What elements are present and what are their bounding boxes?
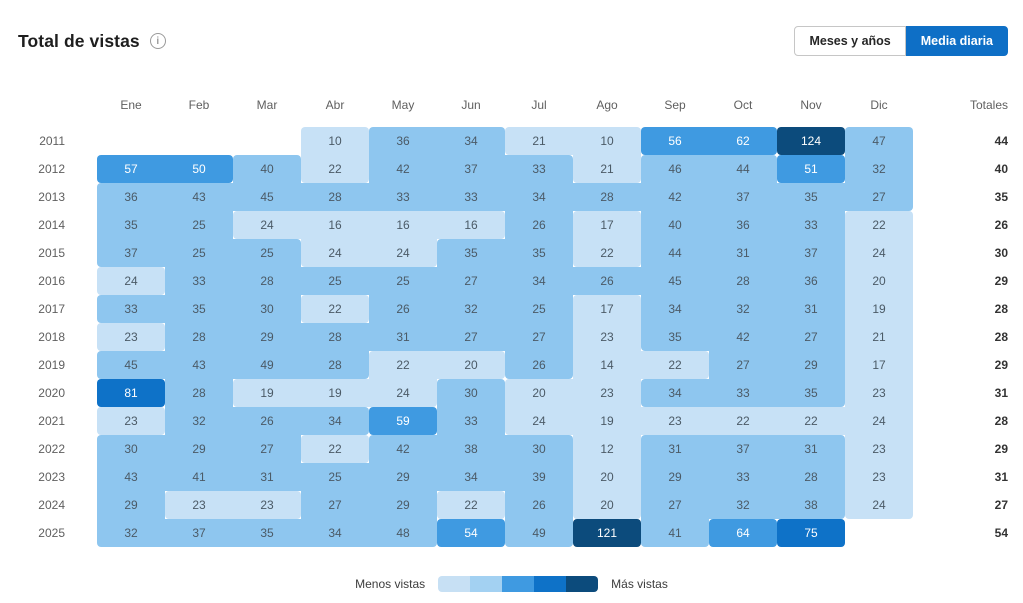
heatmap-cell[interactable]: 42 (641, 183, 709, 211)
heatmap-cell[interactable]: 45 (641, 267, 709, 295)
heatmap-cell[interactable]: 81 (97, 379, 165, 407)
legend-min-label: Menos vistas (355, 577, 426, 591)
toggle-meses-y-anos[interactable]: Meses y años (794, 26, 905, 56)
view-toggle (794, 26, 1008, 56)
heatmap-cell[interactable]: 27 (777, 323, 845, 351)
month-header-label: Nov (800, 98, 822, 112)
heatmap-cell[interactable]: 25 (301, 463, 369, 491)
heatmap-row (15, 295, 1008, 323)
heatmap-cell[interactable]: 37 (97, 239, 165, 267)
heatmap-cell[interactable]: 21 (505, 127, 573, 155)
heatmap-cell[interactable]: 22 (641, 351, 709, 379)
info-icon[interactable]: i (150, 33, 166, 49)
heatmap-cell[interactable]: 32 (845, 155, 913, 183)
heatmap-cell[interactable]: 29 (641, 463, 709, 491)
heatmap-cell[interactable]: 33 (437, 407, 505, 435)
heatmap-cell[interactable]: 62 (709, 127, 777, 155)
heatmap-cell[interactable]: 44 (641, 239, 709, 267)
row-total: 44 (994, 134, 1008, 148)
heatmap-cell[interactable]: 44 (709, 155, 777, 183)
heatmap-cell[interactable]: 33 (97, 295, 165, 323)
row-total: 31 (994, 386, 1008, 400)
heatmap-cell[interactable]: 22 (369, 351, 437, 379)
heatmap-cell[interactable]: 34 (505, 267, 573, 295)
heatmap-cell[interactable]: 36 (97, 183, 165, 211)
heatmap-cell[interactable]: 23 (97, 407, 165, 435)
heatmap-cell[interactable]: 45 (97, 351, 165, 379)
heatmap-cell[interactable]: 37 (165, 519, 233, 547)
heatmap-cell[interactable]: 49 (233, 351, 301, 379)
row-total: 27 (994, 498, 1008, 512)
heatmap-cell[interactable]: 27 (437, 323, 505, 351)
heatmap-row (15, 379, 1008, 407)
row-total: 35 (994, 190, 1008, 204)
heatmap-cell[interactable]: 20 (573, 491, 641, 519)
heatmap-cell[interactable]: 28 (709, 267, 777, 295)
heatmap-cell[interactable]: 22 (777, 407, 845, 435)
heatmap-cell[interactable]: 20 (845, 267, 913, 295)
heatmap-cell[interactable]: 10 (301, 127, 369, 155)
heatmap-cell[interactable]: 25 (233, 239, 301, 267)
heatmap-cell[interactable]: 37 (709, 183, 777, 211)
heatmap-cell[interactable]: 25 (369, 267, 437, 295)
month-header-label: Mar (256, 98, 278, 112)
heatmap-cell[interactable]: 16 (369, 211, 437, 239)
heatmap-row (15, 267, 1008, 295)
heatmap-cell[interactable]: 50 (165, 155, 233, 183)
heatmap-cell[interactable]: 22 (301, 155, 369, 183)
heatmap-cell[interactable]: 43 (165, 183, 233, 211)
heatmap-cell[interactable]: 34 (301, 519, 369, 547)
heatmap-cell[interactable]: 25 (301, 267, 369, 295)
heatmap-cell[interactable]: 36 (369, 127, 437, 155)
heatmap-cell[interactable]: 26 (505, 211, 573, 239)
heatmap-cell[interactable]: 37 (709, 435, 777, 463)
heatmap-cell[interactable]: 41 (165, 463, 233, 491)
row-total: 31 (994, 470, 1008, 484)
heatmap-cell[interactable]: 32 (709, 491, 777, 519)
heatmap-cell[interactable]: 27 (845, 183, 913, 211)
heatmap-cell[interactable]: 23 (641, 407, 709, 435)
heatmap-cell[interactable]: 59 (369, 407, 437, 435)
year-label: 2018 (38, 330, 65, 344)
heatmap-cell[interactable]: 23 (573, 323, 641, 351)
heatmap-cell[interactable]: 22 (709, 407, 777, 435)
heatmap-cell[interactable]: 42 (709, 323, 777, 351)
totals-header: Totales (969, 98, 1008, 112)
heatmap-cell[interactable]: 24 (505, 407, 573, 435)
heatmap-cell[interactable]: 10 (573, 127, 641, 155)
heatmap-cell[interactable]: 24 (845, 239, 913, 267)
heatmap-cell[interactable]: 29 (97, 491, 165, 519)
heatmap-cell[interactable]: 35 (165, 295, 233, 323)
heatmap-cell[interactable]: 32 (437, 295, 505, 323)
heatmap-cell[interactable]: 34 (505, 183, 573, 211)
heatmap-cell-empty (165, 127, 233, 155)
heatmap-cell[interactable]: 39 (505, 463, 573, 491)
heatmap-cell[interactable]: 26 (505, 491, 573, 519)
heatmap-cell[interactable]: 23 (845, 379, 913, 407)
heatmap-cell[interactable]: 32 (165, 407, 233, 435)
heatmap-row (15, 127, 1008, 155)
legend-swatch (470, 576, 502, 592)
heatmap-cell[interactable]: 33 (709, 463, 777, 491)
year-label: 2014 (38, 218, 65, 232)
heatmap-cell[interactable]: 35 (777, 183, 845, 211)
heatmap-cell[interactable]: 34 (641, 295, 709, 323)
heatmap-cell[interactable]: 47 (845, 127, 913, 155)
heatmap-cell[interactable]: 24 (369, 379, 437, 407)
year-label: 2025 (38, 526, 65, 540)
legend-swatches (438, 576, 598, 592)
heatmap-cell[interactable]: 32 (97, 519, 165, 547)
title-wrap (18, 31, 166, 52)
toggle-media-diaria[interactable]: Media diaria (906, 26, 1008, 56)
heatmap-cell[interactable]: 26 (233, 407, 301, 435)
row-total: 29 (994, 274, 1008, 288)
heatmap-cell[interactable]: 27 (233, 435, 301, 463)
row-total: 29 (994, 442, 1008, 456)
heatmap-cell[interactable]: 40 (641, 211, 709, 239)
legend-swatch (566, 576, 598, 592)
month-header-label: Oct (733, 98, 753, 112)
heatmap-cell[interactable]: 33 (709, 379, 777, 407)
heatmap-cell[interactable]: 24 (301, 239, 369, 267)
heatmap-cell[interactable]: 26 (573, 267, 641, 295)
heatmap-cell[interactable]: 43 (165, 351, 233, 379)
year-label: 2017 (38, 302, 65, 316)
heatmap-row (15, 351, 1008, 379)
heatmap-cell[interactable]: 121 (573, 519, 641, 547)
heatmap-cell[interactable]: 29 (233, 323, 301, 351)
heatmap-cell[interactable]: 16 (437, 211, 505, 239)
year-label: 2020 (38, 386, 65, 400)
heatmap-cell[interactable]: 28 (777, 463, 845, 491)
heatmap-cell[interactable]: 40 (233, 155, 301, 183)
year-label: 2016 (38, 274, 65, 288)
heatmap-cell[interactable]: 34 (641, 379, 709, 407)
row-total: 30 (994, 246, 1008, 260)
heatmap-cell[interactable]: 12 (573, 435, 641, 463)
heatmap-row (15, 323, 1008, 351)
heatmap-cell[interactable]: 17 (573, 211, 641, 239)
heatmap-cell[interactable]: 24 (233, 211, 301, 239)
heatmap-cell[interactable]: 27 (641, 491, 709, 519)
row-total: 28 (994, 302, 1008, 316)
heatmap-cell[interactable]: 34 (437, 463, 505, 491)
heatmap-cell[interactable]: 28 (165, 323, 233, 351)
heatmap-cell[interactable]: 21 (845, 323, 913, 351)
row-total: 28 (994, 414, 1008, 428)
row-total: 28 (994, 330, 1008, 344)
heatmap-cell[interactable]: 19 (845, 295, 913, 323)
heatmap-row (15, 155, 1008, 183)
heatmap-cell[interactable]: 22 (437, 491, 505, 519)
heatmap-cell[interactable]: 20 (505, 379, 573, 407)
heatmap-cell[interactable]: 23 (845, 463, 913, 491)
heatmap-cell[interactable]: 26 (505, 351, 573, 379)
heatmap-cell[interactable]: 31 (233, 463, 301, 491)
heatmap-cell[interactable]: 45 (233, 183, 301, 211)
heatmap-cell[interactable]: 42 (369, 155, 437, 183)
heatmap-cell[interactable]: 46 (641, 155, 709, 183)
heatmap-cell[interactable]: 28 (233, 267, 301, 295)
heatmap-cell[interactable]: 30 (505, 435, 573, 463)
heatmap-cell[interactable]: 32 (709, 295, 777, 323)
heatmap-cell[interactable]: 20 (573, 463, 641, 491)
heatmap-cell[interactable]: 28 (301, 351, 369, 379)
heatmap-cell[interactable]: 34 (437, 127, 505, 155)
heatmap-cell[interactable]: 30 (437, 379, 505, 407)
heatmap-cell[interactable]: 38 (777, 491, 845, 519)
month-header-label: Ene (120, 98, 142, 112)
heatmap-cell[interactable]: 30 (233, 295, 301, 323)
heatmap-cell[interactable]: 35 (505, 239, 573, 267)
heatmap-cell-empty (97, 127, 165, 155)
heatmap-cell[interactable]: 28 (573, 183, 641, 211)
heatmap-cell[interactable]: 24 (97, 267, 165, 295)
heatmap-cell[interactable]: 34 (301, 407, 369, 435)
heatmap-cell[interactable]: 31 (641, 435, 709, 463)
legend-swatch (534, 576, 566, 592)
heatmap-cell[interactable]: 31 (777, 295, 845, 323)
year-label: 2023 (38, 470, 65, 484)
heatmap-cell[interactable]: 16 (301, 211, 369, 239)
heatmap-grid (15, 127, 1008, 547)
heatmap-cell[interactable]: 75 (777, 519, 845, 547)
page-title: Total de vistas (18, 30, 140, 51)
heatmap-cell[interactable]: 35 (641, 323, 709, 351)
legend-swatch (502, 576, 534, 592)
heatmap-cell[interactable]: 37 (437, 155, 505, 183)
heatmap-row (15, 463, 1008, 491)
heatmap-cell[interactable]: 33 (505, 155, 573, 183)
heatmap-cell[interactable]: 24 (845, 407, 913, 435)
heatmap-cell[interactable]: 27 (505, 323, 573, 351)
heatmap-cell[interactable]: 27 (709, 351, 777, 379)
legend-max-label: Más vistas (611, 577, 668, 591)
heatmap-row (15, 491, 1008, 519)
heatmap-cell[interactable]: 54 (437, 519, 505, 547)
heatmap-cell[interactable]: 31 (777, 435, 845, 463)
heatmap-cell[interactable]: 42 (369, 435, 437, 463)
legend-swatch (438, 576, 470, 592)
month-header-label: Ago (596, 98, 618, 112)
heatmap-cell[interactable]: 19 (233, 379, 301, 407)
heatmap-cell[interactable]: 23 (97, 323, 165, 351)
year-label: 2015 (38, 246, 65, 260)
heatmap-cell[interactable]: 38 (437, 435, 505, 463)
heatmap-cell[interactable]: 19 (573, 407, 641, 435)
heatmap-row (15, 519, 1008, 547)
heatmap-cell[interactable]: 26 (369, 295, 437, 323)
heatmap-cell[interactable]: 23 (233, 491, 301, 519)
month-header-label: Abr (325, 98, 345, 112)
heatmap-cell[interactable]: 35 (437, 239, 505, 267)
heatmap-cell[interactable]: 31 (709, 239, 777, 267)
row-total: 40 (994, 162, 1008, 176)
year-label: 2013 (38, 190, 65, 204)
heatmap-cell-empty (845, 519, 913, 547)
heatmap-cell[interactable]: 28 (301, 183, 369, 211)
legend (15, 576, 1008, 592)
month-header-label: Feb (188, 98, 210, 112)
heatmap-cell[interactable]: 35 (777, 379, 845, 407)
heatmap-cell[interactable]: 21 (573, 155, 641, 183)
month-header-label: May (391, 98, 415, 112)
heatmap-cell[interactable]: 23 (845, 435, 913, 463)
heatmap-cell[interactable]: 33 (165, 267, 233, 295)
year-label: 2024 (38, 498, 65, 512)
heatmap-cell[interactable]: 17 (573, 295, 641, 323)
heatmap-cell[interactable]: 22 (573, 239, 641, 267)
heatmap-cell[interactable]: 25 (505, 295, 573, 323)
heatmap-cell[interactable]: 23 (573, 379, 641, 407)
heatmap-cell[interactable]: 19 (301, 379, 369, 407)
heatmap-cell[interactable]: 27 (301, 491, 369, 519)
heatmap-cell-empty (233, 127, 301, 155)
heatmap-cell[interactable]: 56 (641, 127, 709, 155)
heatmap-row (15, 435, 1008, 463)
year-label: 2012 (38, 162, 65, 176)
heatmap-cell[interactable]: 27 (437, 267, 505, 295)
month-header-label: Sep (664, 98, 686, 112)
year-column-spacer (15, 98, 97, 112)
heatmap-cell[interactable]: 22 (301, 435, 369, 463)
heatmap-cell[interactable]: 48 (369, 519, 437, 547)
heatmap-cell[interactable]: 17 (845, 351, 913, 379)
heatmap-cell[interactable]: 35 (97, 211, 165, 239)
row-total: 26 (994, 218, 1008, 232)
heatmap-cell[interactable]: 36 (709, 211, 777, 239)
year-label: 2022 (38, 442, 65, 456)
heatmap-cell[interactable]: 29 (369, 491, 437, 519)
month-header-label: Dic (870, 98, 888, 112)
heatmap-cell[interactable]: 24 (369, 239, 437, 267)
year-label: 2021 (38, 414, 65, 428)
heatmap-cell[interactable]: 29 (165, 435, 233, 463)
year-label: 2019 (38, 358, 65, 372)
heatmap-cell[interactable]: 25 (165, 239, 233, 267)
heatmap-cell[interactable]: 31 (369, 323, 437, 351)
heatmap-cell[interactable]: 33 (369, 183, 437, 211)
heatmap-cell[interactable]: 22 (301, 295, 369, 323)
heatmap-cell[interactable]: 41 (641, 519, 709, 547)
panel-header (15, 18, 1008, 64)
heatmap-cell[interactable]: 43 (97, 463, 165, 491)
month-header-row (15, 98, 1008, 112)
heatmap-cell[interactable]: 24 (845, 491, 913, 519)
heatmap-cell[interactable]: 35 (233, 519, 301, 547)
heatmap-cell[interactable]: 29 (777, 351, 845, 379)
month-header-label: Jun (461, 98, 481, 112)
heatmap-cell[interactable]: 25 (165, 211, 233, 239)
heatmap-cell[interactable]: 22 (845, 211, 913, 239)
row-total: 29 (994, 358, 1008, 372)
heatmap-row (15, 239, 1008, 267)
heatmap-cell[interactable]: 49 (505, 519, 573, 547)
heatmap-cell[interactable]: 28 (301, 323, 369, 351)
heatmap-cell[interactable]: 20 (437, 351, 505, 379)
heatmap-cell[interactable]: 33 (437, 183, 505, 211)
heatmap-row (15, 183, 1008, 211)
heatmap-row (15, 211, 1008, 239)
heatmap-cell[interactable]: 33 (777, 211, 845, 239)
heatmap-cell[interactable]: 124 (777, 127, 845, 155)
heatmap-row (15, 407, 1008, 435)
row-total: 54 (994, 526, 1008, 540)
month-header-label: Jul (531, 98, 547, 112)
heatmap-cell[interactable]: 51 (777, 155, 845, 183)
heatmap-cell[interactable]: 37 (777, 239, 845, 267)
heatmap-cell[interactable]: 30 (97, 435, 165, 463)
year-label: 2011 (39, 134, 65, 148)
heatmap-cell[interactable]: 28 (165, 379, 233, 407)
heatmap-cell[interactable]: 14 (573, 351, 641, 379)
heatmap-cell[interactable]: 23 (165, 491, 233, 519)
heatmap-cell[interactable]: 64 (709, 519, 777, 547)
heatmap-cell[interactable]: 57 (97, 155, 165, 183)
heatmap-cell[interactable]: 36 (777, 267, 845, 295)
heatmap-cell[interactable]: 29 (369, 463, 437, 491)
